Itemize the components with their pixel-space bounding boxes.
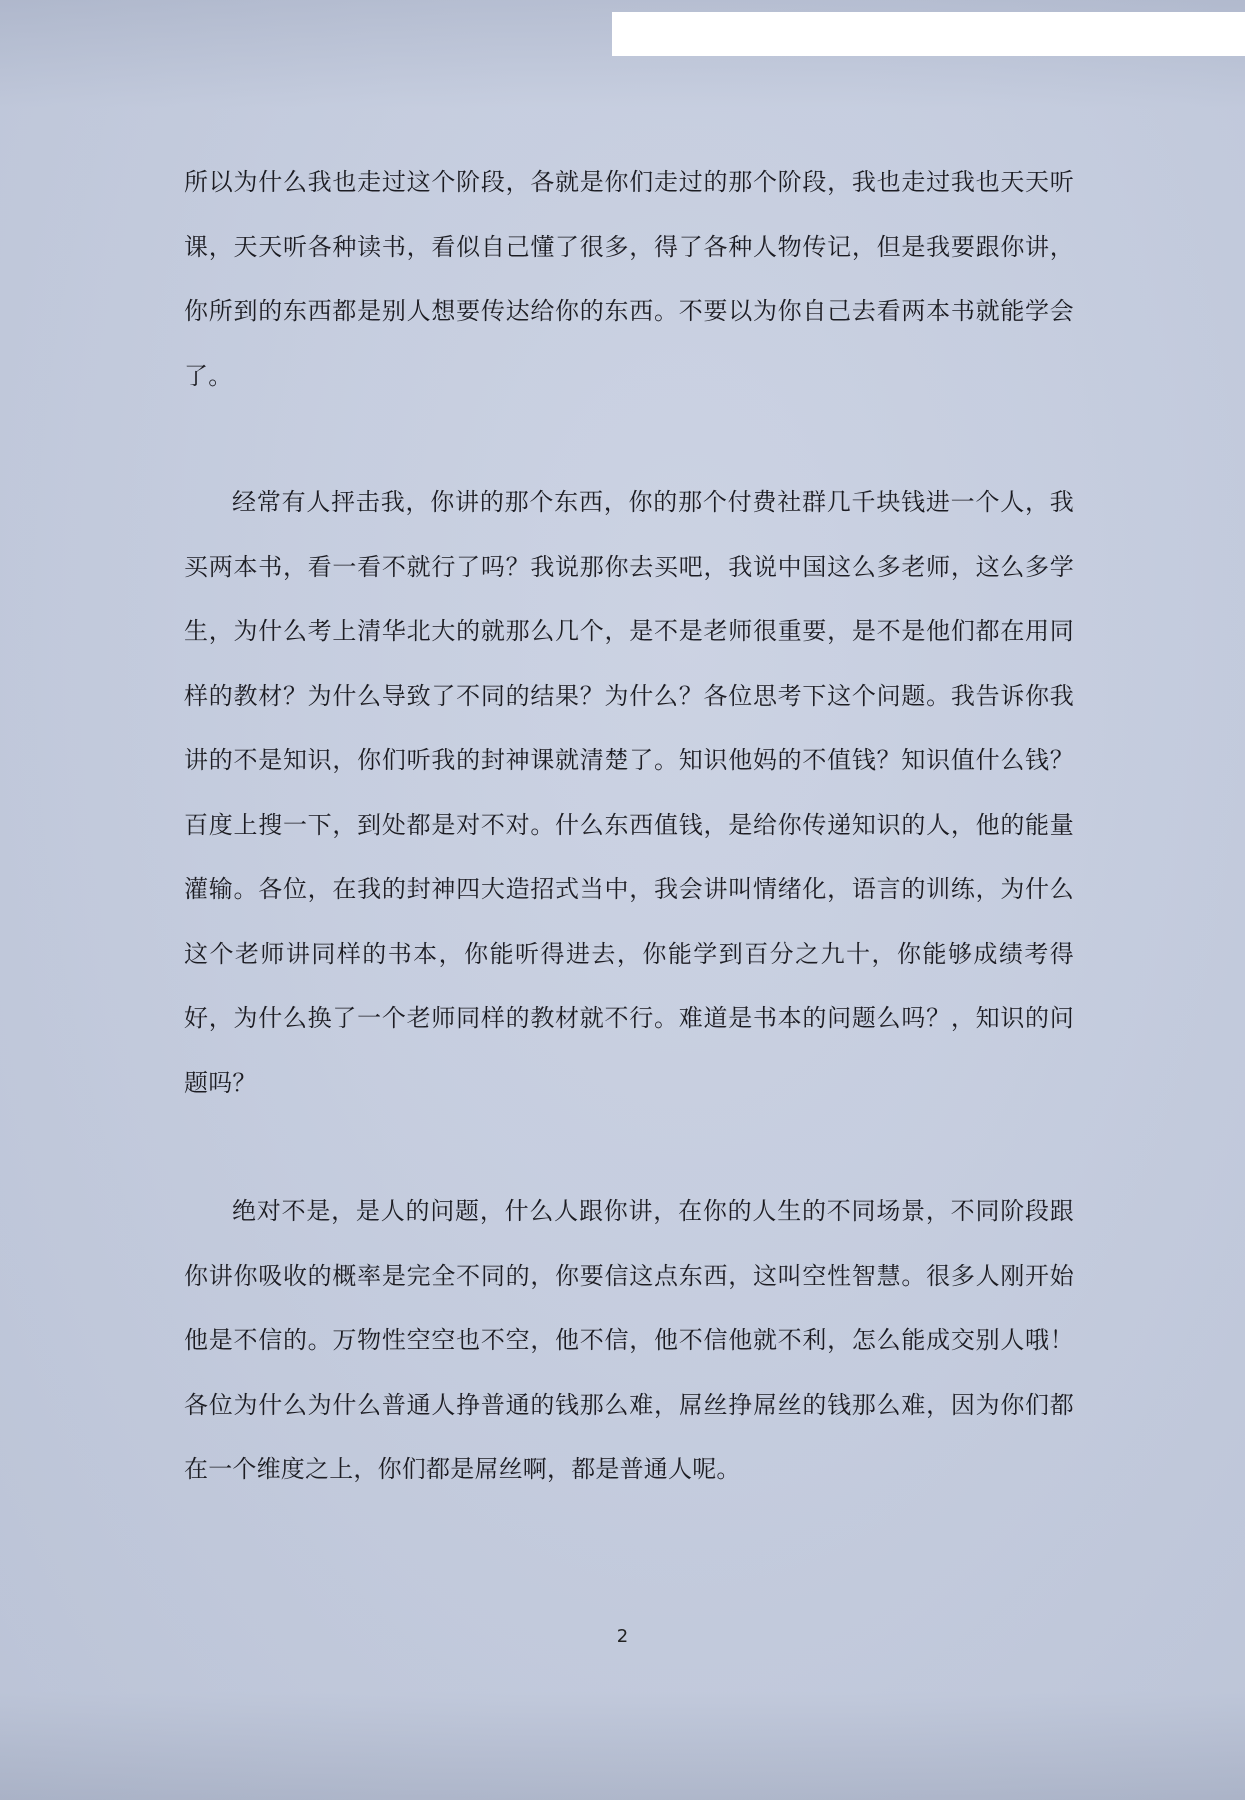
document-body xyxy=(184,150,1074,1502)
redaction-bar xyxy=(612,12,1245,56)
paragraph-2: 经常有人抨击我，你讲的那个东西，你的那个付费社群几千块钱进一个人，我买两本书，看一看不就行了吗？我说那你去买吧，我说中国这么多老师，这么多学生，为什么考上清华北大的就那么几个，是不是老师很重要，是不是他们都在用同样的教材？为什么导致了不同的结果？为什么？各位思考下这个问题。我告诉你我讲的不是知识，你们听我的封神课就清楚了。知识他妈的不值钱？知识值什么钱？百度上搜一下，到处都是对不对。什么东西值钱，是给你传递知识的人，他的能量灌输。各位，在我的封神四大造招式当中，我会讲叫情绪化，语言的训练，为什么这个老师讲同样的书本，你能听得进去，你能学到百分之九十，你能够成绩考得好，为什么换了一个老师同样的教材就不行。难道是书本的问题么吗？，知识的问题吗？ xyxy=(184,488,1074,1097)
page-number: 2 xyxy=(616,1626,629,1647)
paragraph-3: 绝对不是，是人的问题，什么人跟你讲，在你的人生的不同场景，不同阶段跟你讲你吸收的概率是完全不同的，你要信这点东西，这叫空性智慧。很多人刚开始他是不信的。万物性空空也不空，他不信，他不信他就不利，怎么能成交别人哦！各位为什么为什么普通人挣普通的钱那么难，屌丝挣屌丝的钱那么难，因为你们都在一个维度之上，你们都是屌丝啊，都是普通人呢。 xyxy=(184,1197,1074,1483)
paragraph-1: 所以为什么我也走过这个阶段，各就是你们走过的那个阶段，我也走过我也天天听课，天天听各种读书，看似自己懂了很多，得了各种人物传记，但是我要跟你讲，你所到的东西都是别人想要传达给你的东西。不要以为你自己去看两本书就能学会了。 xyxy=(184,168,1074,390)
